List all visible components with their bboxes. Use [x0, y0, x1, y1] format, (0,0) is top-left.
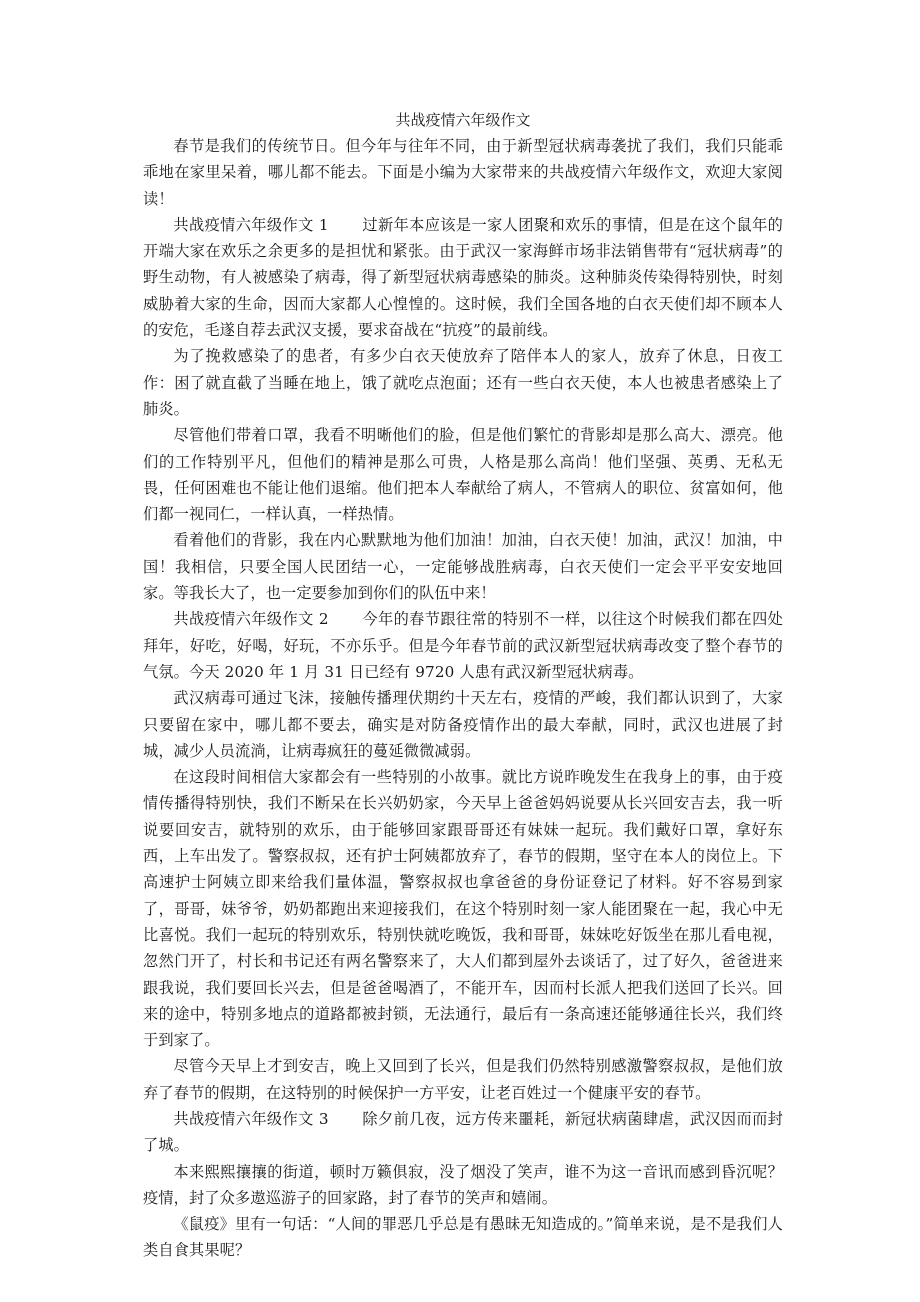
paragraph [143, 527, 783, 606]
paragraph-essay-3-start [143, 1106, 783, 1159]
paragraph [143, 764, 783, 1053]
paragraph-text: 春节是我们的传统节日。但今年与往年不同，由于新型冠状病毒袭扰了我们，我们只能乖乖地在家里呆着，哪儿都不能去。下面是小编为大家带来的共战疫情六年级作文，欢迎大家阅读！ [143, 137, 783, 208]
essay-heading-1: 共战疫情六年级作文 1 [173, 215, 329, 234]
paragraph-text: 看着他们的背影，我在内心默默地为他们加油！加油，白衣天使！加油，武汉！加油，中国！我相信，只要全国人民团结一心，一定能够战胜病毒，白衣天使们一定会平平安安地回家。等我长大了，也一定要参加到你们的队伍中来！ [143, 531, 783, 603]
paragraph-text: 尽管他们带着口罩，我看不明晰他们的脸，但是他们繁忙的背影却是那么高大、漂亮。他们的工作特别平凡，但他们的精神是那么可贵，人格是那么高尚！他们坚强、英勇、无私无畏，任何困难也不能让他们退缩。他们把本人奉献给了病人，不管病人的职位、贫富如何，他们都一视同仁，一样认真，一样热情。 [143, 426, 783, 524]
essay-heading-2: 共战疫情六年级作文 2 [173, 610, 329, 629]
paragraph-text: 本来熙熙攘攘的街道，顿时万籁俱寂，没了烟没了笑声，谁不为这一音讯而感到昏沉呢？疫情，封了众多遨巡游子的回家路，封了春节的笑声和嬉闹。 [143, 1162, 783, 1207]
paragraph-text: 过新年本应该是一家人团聚和欢乐的事情，但是在这个鼠年的开端大家在欢乐之余更多的是担忧和紧张。由于武汉一家海鲜市场非法销售带有“冠状病毒”的野生动物，有人被感染了病毒，得了新型冠状病毒感染的肺炎。这种肺炎传染得特别快，时刻威胁着大家的生命，因而大家都人心惶惶的。这时候，我们全国各地的白衣天使们却不顾本人的安危，毛遂自荐去武汉支援，要求奋战在“抗疫”的最前线。 [143, 215, 783, 340]
essay-heading-3: 共战疫情六年级作文 3 [173, 1109, 329, 1128]
paragraph-text: 今年的春节跟往常的特别不一样，以往这个时候我们都在四处拜年，好吃，好喝，好玩，不亦乐乎。但是今年春节前的武汉新型冠状病毒改变了整个春节的气氛。今天 2020 年 1 月 31 日已经有 9720 人患有武汉新型冠状病毒。 [143, 610, 783, 681]
document-page [143, 108, 783, 1264]
paragraph-text: 在这段时间相信大家都会有一些特别的小故事。就比方说昨晚发生在我身上的事，由于疫情传播得特别快，我们不断呆在长兴奶奶家，今天早上爸爸妈妈说要从长兴回安吉去，我一听说要回安吉，就特别的欢乐，由于能够回家跟哥哥还有妹妹一起玩。我们戴好口罩，拿好东西，上车出发了。警察叔叔，还有护士阿姨都放弃了，春节的假期，坚守在本人的岗位上。下高速护士阿姨立即来给我们量体温，警察叔叔也拿爸爸的身份证登记了材料。好不容易到家了，哥哥，妹爷爷，奶奶都跑出来迎接我们，在这个特别时刻一家人能团聚在一起，我心中无比喜悦。我们一起玩的特别欢乐，特别快就吃晚饭，我和哥哥，妹妹吃好饭坐在那儿看电视，忽然门开了，村长和书记还有两名警察来了，大人们都到屋外去谈话了，过了好久，爸爸进来跟我说，我们要回长兴去，但是爸爸喝酒了，不能开车，因而村长派人把我们送回了长兴。回来的途中，特别多地点的道路都被封锁，无法通行，最后有一条高速还能够通往长兴，我们终于到家了。 [143, 768, 783, 1050]
paragraph [143, 1211, 783, 1264]
paragraph-text: 尽管今天早上才到安吉，晚上又回到了长兴，但是我们仍然特别感激警察叔叔，是他们放弃了春节的假期，在这特别的时候保护一方平安，让老百姓过一个健康平安的春节。 [143, 1057, 783, 1102]
paragraph-essay-2-start [143, 606, 783, 685]
paragraph [143, 1053, 783, 1106]
paragraph-intro [143, 133, 783, 212]
paragraph-essay-1-start [143, 212, 783, 343]
paragraph [143, 685, 783, 764]
paragraph-text: 武汉病毒可通过飞沫，接触传播理伏期约十天左右，疫情的严峻，我们都认识到了，大家只要留在家中，哪儿都不要去，确实是对防备疫情作出的最大奉献，同时，武汉也进展了封城，减少人员流淌，让病毒疯狂的蔓延微微减弱。 [143, 689, 783, 760]
document-title: 共战疫情六年级作文 [395, 111, 531, 129]
paragraph [143, 1159, 783, 1212]
paragraph [143, 343, 783, 422]
paragraph-text: 为了挽救感染了的患者，有多少白衣天使放弃了陪伴本人的家人，放弃了休息，日夜工作：困了就直截了当睡在地上，饿了就吃点泡面；还有一些白衣天使，本人也被患者感染上了肺炎。 [143, 347, 783, 418]
paragraph-text: 《鼠疫》里有一句话：“人间的罪恶几乎总是有愚昧无知造成的。”简单来说，是不是我们人类自食其果呢？ [143, 1215, 783, 1260]
paragraph [143, 422, 783, 527]
paragraph-text: 除夕前几夜，远方传来噩耗，新冠状病菌肆虐，武汉因而而封了城。 [143, 1109, 783, 1155]
